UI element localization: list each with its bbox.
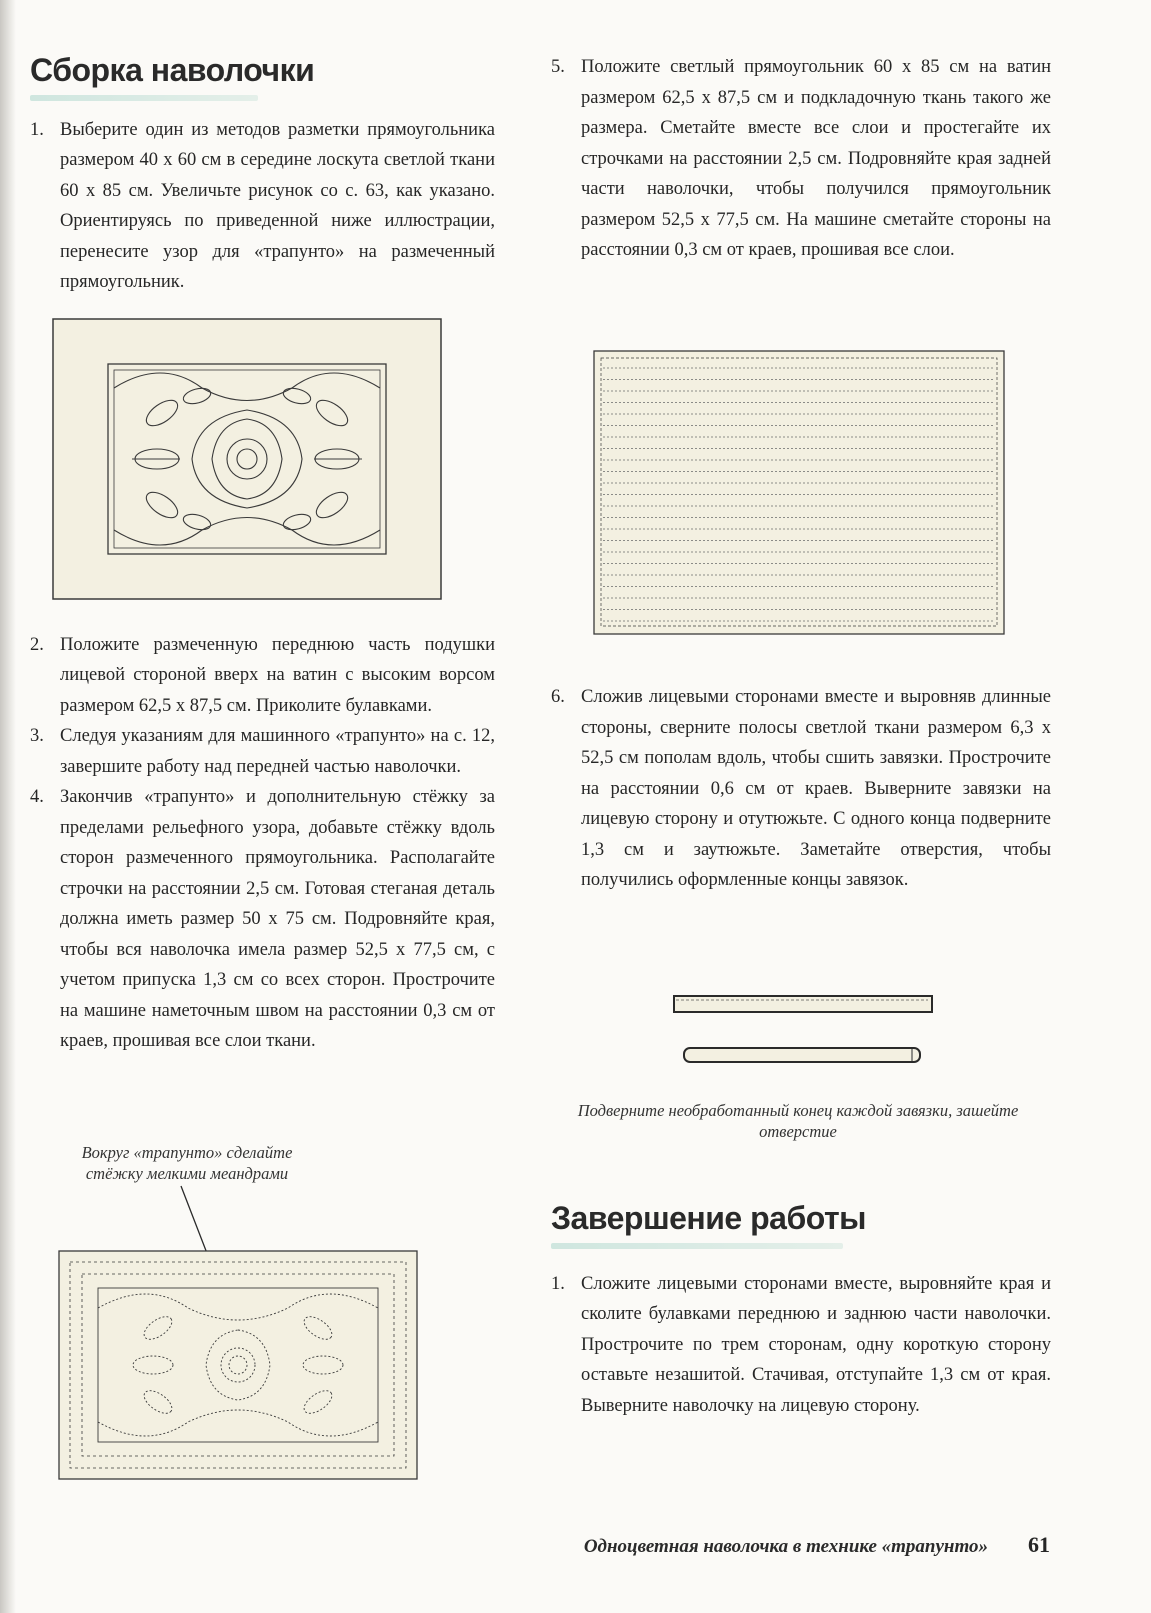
- step-number: 6.: [551, 687, 565, 707]
- running-title: Одноцветная наволочка в технике «трапунто»: [583, 1536, 988, 1557]
- quilted-back-figure: [593, 350, 1005, 635]
- step-number: 1.: [30, 119, 44, 140]
- step-2: [30, 630, 495, 722]
- step-4: [30, 782, 495, 1057]
- tie-strip-figure: [672, 992, 937, 1072]
- right-column-lower: [551, 682, 1051, 896]
- step-text: Сложив лицевыми сторонами вместе и выровняв длинные стороны, сверните полосы светлой ткани размером 6,3 x 52,5 см пополам вдоль, чтобы сшить завязки. Прострочите на расстоянии 0,6 см от краев. Выверните завязки на лицевую сторону и отутюжьте. С одного конца подверните 1,3 см и заутюжьте. Заметайте отверстия, чтобы получились оформленные концы завязок.: [581, 687, 1051, 890]
- ties-caption: Подверните необработанный конец каждой завязки, зашейте отверстие: [577, 1101, 1019, 1141]
- right-column: [551, 52, 1051, 266]
- step-text: Положите светлый прямоугольник 60 x 85 см на ватин размером 62,5 x 87,5 см и подкладочную ткань такого же размера. Сметайте вместе все слои и простегайте их строчками на расстоянии 2,5 см. Подровняйте края задней части наволочки, чтобы получился прямоугольник размером 52,5 x 77,5 см. На машине сметайте стороны на расстоянии 0,3 см от краев, прошивая все слои.: [581, 57, 1051, 260]
- step-text: Закончив «трапунто» и дополнительную стёжку за пределами рельефного узора, добавьте стёжку вдоль сторон размеченного прямоугольника. Располагайте строчки на расстоянии 2,5 см. Готовая стеганая деталь должна иметь размер 50 x 75 см. Подровняйте края, чтобы вся наволочка имела размер 52,5 x 77,5 см, с учетом припуска 1,3 см со всех сторон. Прострочите на машине наметочным швом на расстоянии 0,3 см от краев, прошивая все слои ткани.: [60, 787, 495, 1052]
- step-number: 2.: [30, 634, 44, 655]
- step-text: Положите размеченную переднюю часть подушки лицевой стороной вверх на ватин с высоким ворсом размером 62,5 x 87,5 см. Приколите булавками.: [60, 634, 495, 716]
- trapunto-pattern-figure: [52, 318, 442, 600]
- page-number: 61: [1028, 1532, 1050, 1557]
- step-text: Выберите один из методов разметки прямоугольника размером 40 x 60 см в середине лоскута светлой ткани 60 x 85 см. Увеличьте рисунок со с. 63, как указано. Ориентируясь по приведенной ниже иллюстрации, перенесите узор для «трапунто» на размеченный прямоугольник.: [60, 119, 495, 293]
- step-number: 3.: [30, 726, 44, 747]
- step-text: Следуя указаниям для машинного «трапунто» на с. 12, завершите работу над передней частью наволочки.: [60, 726, 495, 777]
- section-heading-finishing: Завершение работы: [551, 1200, 866, 1236]
- finishing-section: [551, 1200, 1051, 1421]
- step-3: [30, 721, 495, 782]
- step-number: 4.: [30, 787, 44, 808]
- step-number: 1.: [551, 1273, 565, 1294]
- finishing-step-1: [551, 1269, 1051, 1422]
- page-gutter-shadow: [0, 0, 16, 1613]
- page-footer: [410, 1532, 1050, 1558]
- section-heading-assembly: Сборка наволочки: [30, 52, 315, 88]
- step-number: 5.: [551, 57, 565, 77]
- step-1: [30, 115, 495, 298]
- step-text: Сложите лицевыми сторонами вместе, выровняйте края и сколите булавками переднюю и заднюю части наволочки. Прострочите по трем сторонам, одну короткую сторону оставьте незашитой. Стачивая, отступайте 1,3 см от края. Выверните наволочку на лицевую сторону.: [581, 1273, 1051, 1416]
- step-5: [551, 52, 1051, 266]
- step-6: [551, 682, 1051, 896]
- quilted-pattern-figure: [58, 1250, 418, 1480]
- callout-caption: Вокруг «трапунто» сделайте стёжку мелкими меандрами: [81, 1143, 293, 1183]
